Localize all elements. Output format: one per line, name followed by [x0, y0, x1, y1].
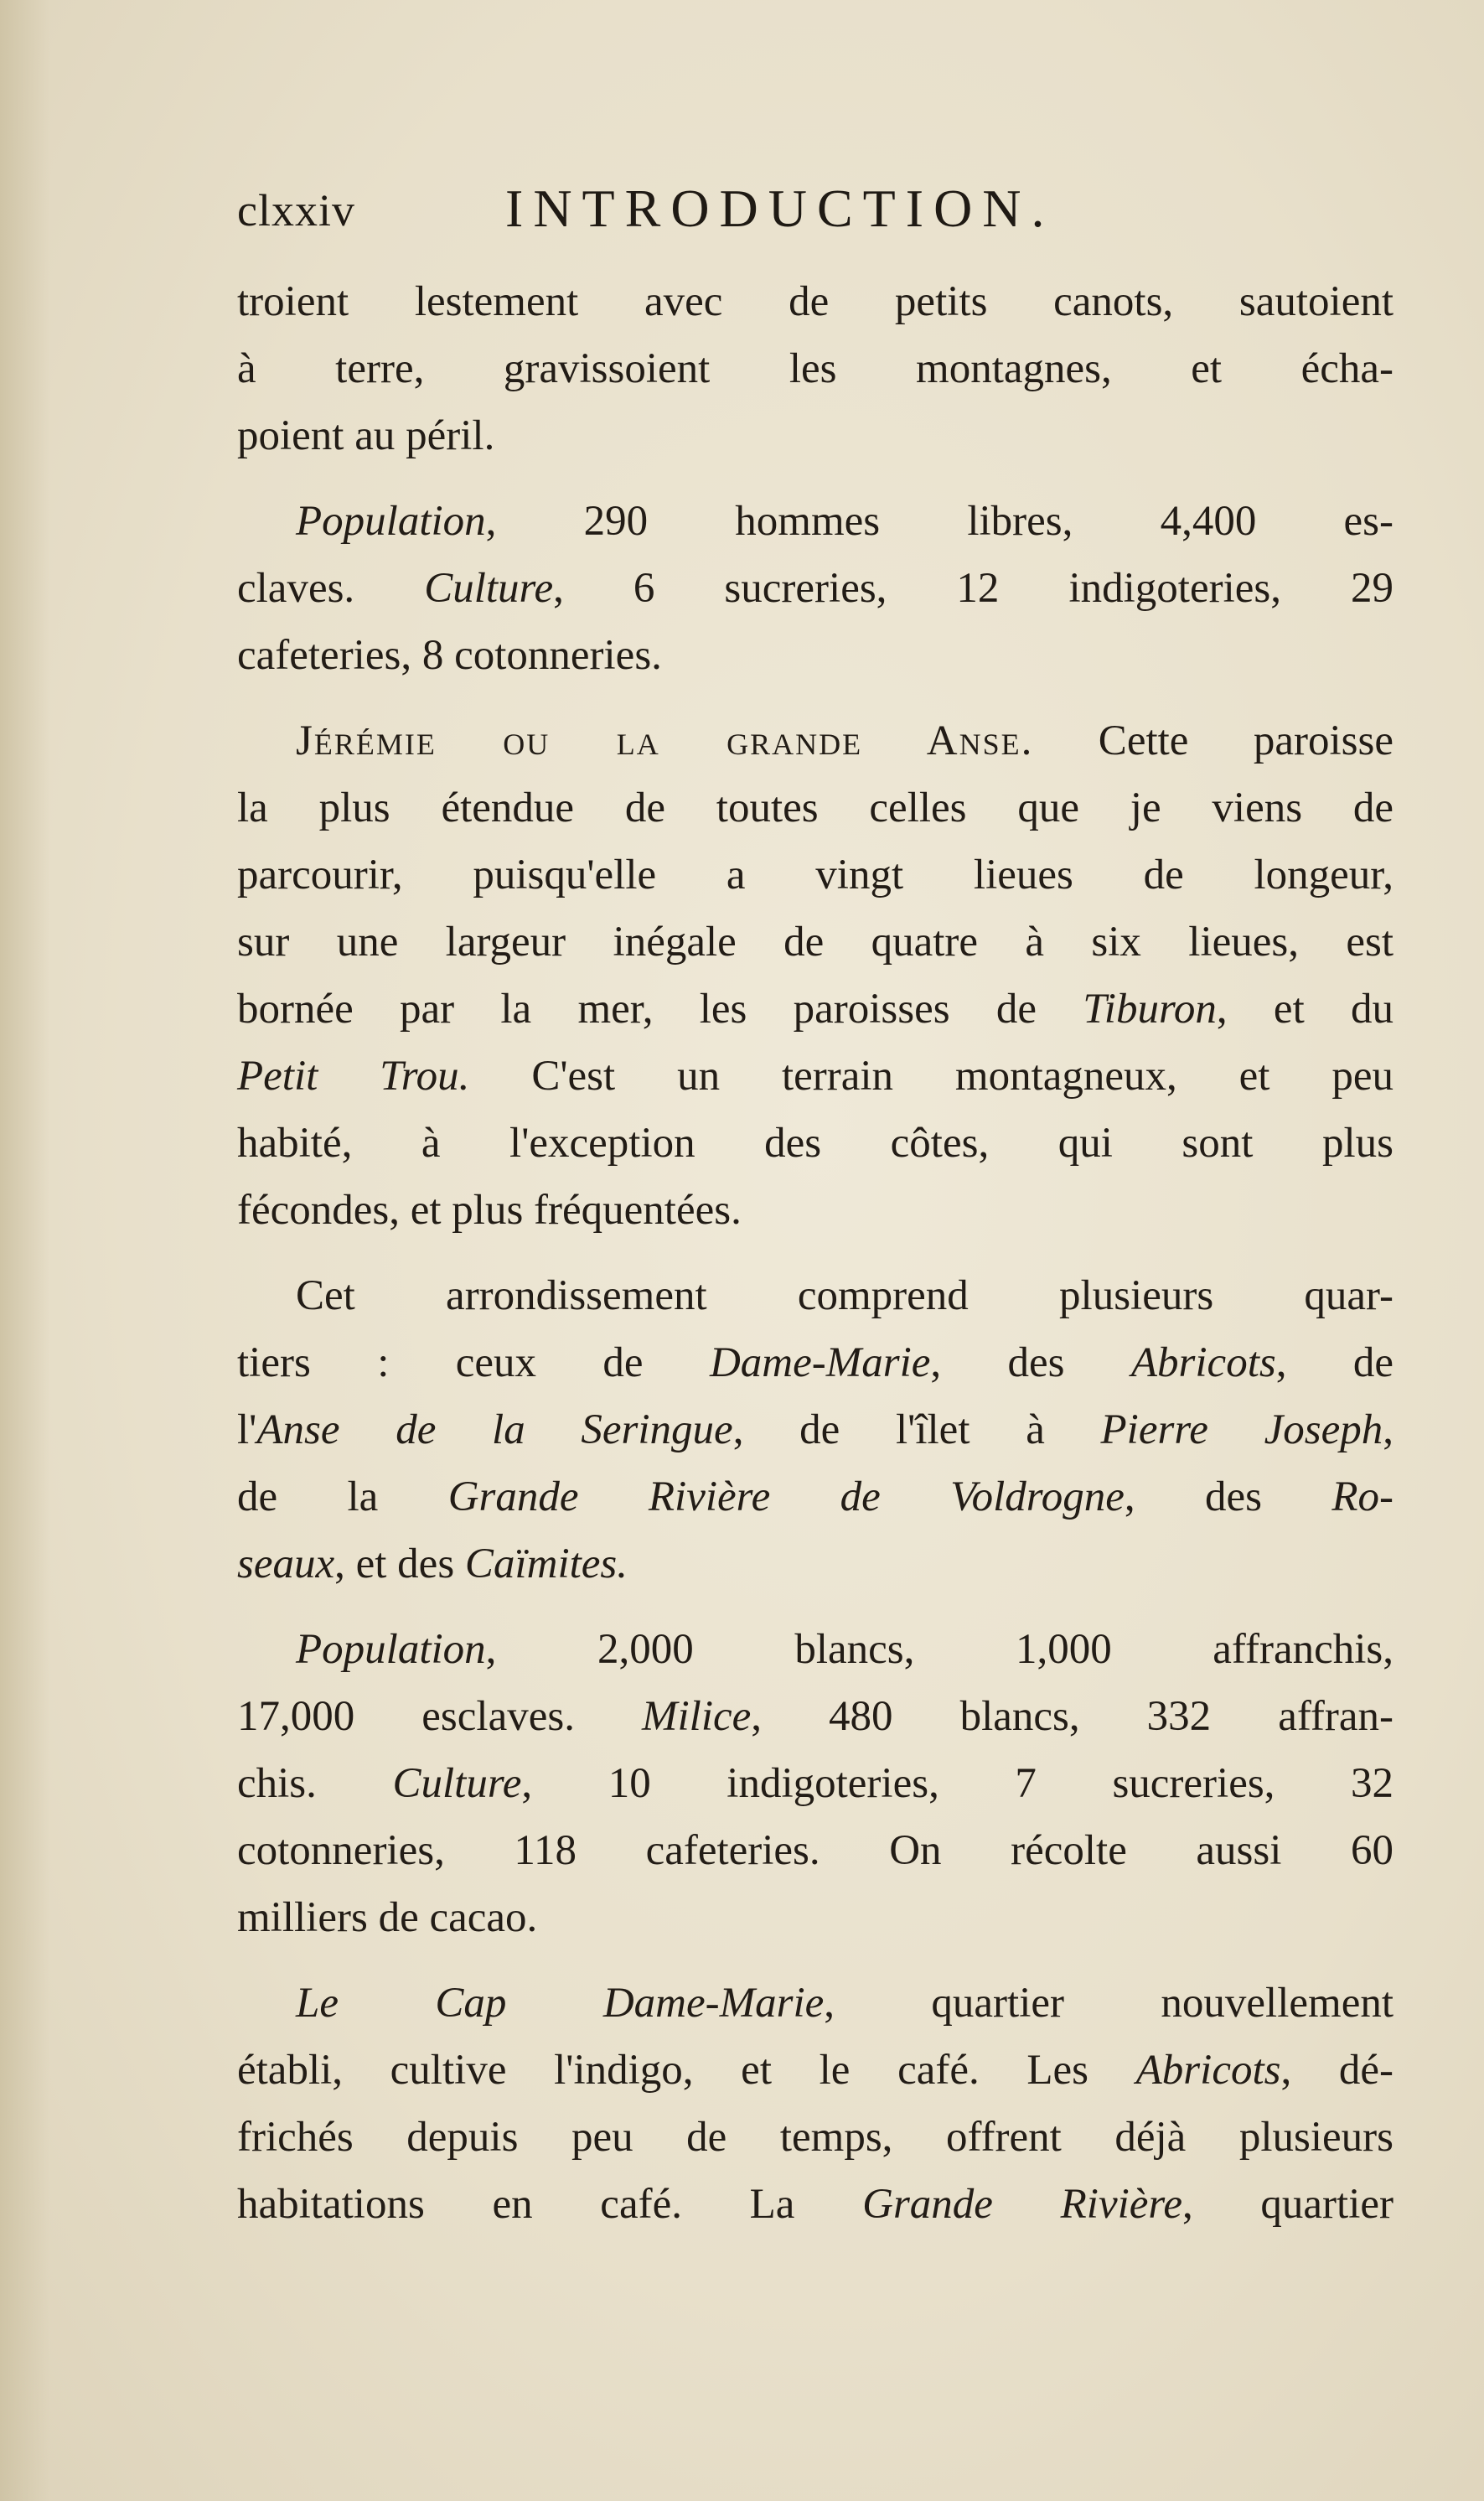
text-line: cotonneries, 118 cafeteries. On récolte aussi 60 [237, 1827, 1394, 1874]
text-line: bornée par la mer, les paroisses de Tiburon, et du [237, 986, 1394, 1033]
paragraph-arrondissement [237, 1262, 1394, 1597]
text-line: chis. Culture, 10 indigoteries, 7 sucreries, 32 [237, 1760, 1394, 1807]
text-line: tiers : ceux de Dame-Marie, des Abricots, de [237, 1339, 1394, 1386]
binding-gutter [0, 0, 50, 2501]
body-text [237, 268, 1394, 2238]
text-line: habitations en café. La Grande Rivière, quartier [237, 2181, 1394, 2228]
text-line: la plus étendue de toutes celles que je viens de [237, 784, 1394, 831]
text-line: Le Cap Dame-Marie, quartier nouvellement [296, 1980, 1394, 2027]
text-line: milliers de cacao. [237, 1894, 538, 1941]
text-line: claves. Culture, 6 sucreries, 12 indigoteries, 29 [237, 565, 1394, 612]
paragraph-population-1 [237, 488, 1394, 689]
text-line: à terre, gravissoient les montagnes, et écha- [237, 345, 1394, 392]
text-line: Cet arrondissement comprend plusieurs quar- [296, 1272, 1394, 1319]
text-line: habité, à l'exception des côtes, qui sont plus [237, 1120, 1394, 1167]
text-line: seaux, et des Caïmites. [237, 1540, 628, 1587]
paragraph-cap-dame-marie [237, 1970, 1394, 2238]
text-line: de la Grande Rivière de Voldrogne, des Ro- [237, 1473, 1394, 1520]
label-population: Population [296, 1626, 486, 1673]
running-title: INTRODUCTION. [505, 179, 1055, 238]
text-line: l'Anse de la Seringue, de l'îlet à Pierre Joseph, [237, 1406, 1394, 1453]
text-line: sur une largeur inégale de quatre à six lieues, est [237, 919, 1394, 966]
label-culture: Culture [392, 1760, 522, 1807]
text-line: Petit Trou. C'est un terrain montagneux, et peu [237, 1053, 1394, 1100]
section-heading-jeremie: Jérémie ou la grande Anse. [296, 717, 1034, 764]
text-line: parcourir, puisqu'elle a vingt lieues de longeur, [237, 852, 1394, 898]
text-line: établi, cultive l'indigo, et le café. Les Abricots, dé- [237, 2047, 1394, 2094]
text-line: cafeteries, 8 cotonneries. [237, 632, 662, 679]
text-line: fécondes, et plus fréquentées. [237, 1187, 742, 1234]
folio-number: clxxiv [237, 185, 355, 236]
label-population: Population [296, 498, 486, 545]
text-line: frichés depuis peu de temps, offrent déjà plusieurs [237, 2114, 1394, 2161]
label-milice: Milice [642, 1693, 752, 1740]
text-line: Jérémie ou la grande Anse. Cette paroisse [296, 717, 1394, 764]
text-line: 17,000 esclaves. Milice, 480 blancs, 332 affran- [237, 1693, 1394, 1740]
paragraph-jeremie [237, 707, 1394, 1244]
paragraph-escape [237, 268, 1394, 469]
text-line: poient au péril. [237, 412, 495, 459]
text-line: troient lestement avec de petits canots, sautoient [237, 278, 1394, 325]
text-line: Population, 2,000 blancs, 1,000 affranchis, [296, 1626, 1394, 1673]
page-header [237, 168, 1394, 260]
label-culture: Culture [424, 565, 554, 612]
paragraph-population-2 [237, 1616, 1394, 1951]
text-line: Population, 290 hommes libres, 4,400 es- [296, 498, 1394, 545]
